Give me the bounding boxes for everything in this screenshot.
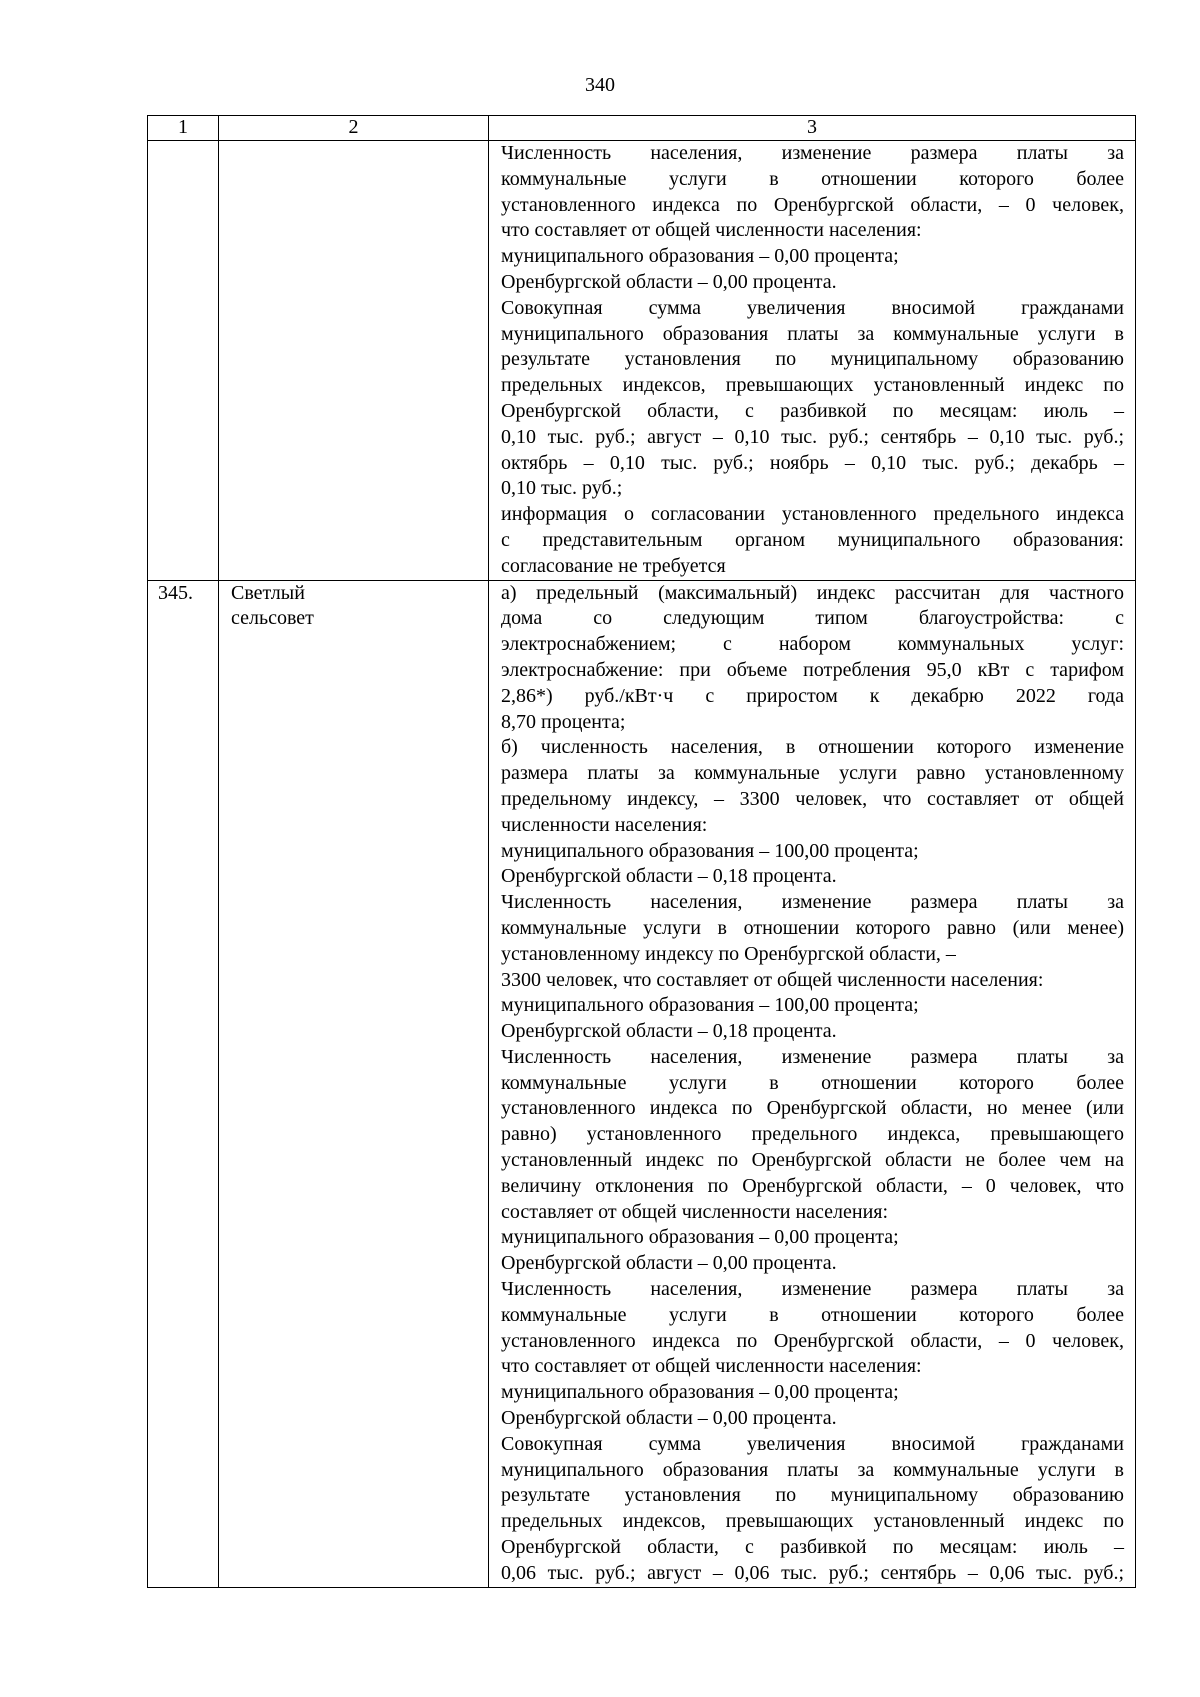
text-line: с представительным органом муниципального образования: (501, 528, 1124, 551)
municipality-name-line: Светлый (231, 581, 305, 604)
text-line: Численность населения, изменение размера платы за (501, 142, 1124, 164)
text-line: муниципального образования – 0,00 процента; (501, 1381, 899, 1404)
text-line: установленного индекса по Оренбургской области, – 0 человек, (501, 1329, 1124, 1352)
text-line: равно) установленного предельного индекса, превышающего (501, 1123, 1124, 1146)
text-line: Оренбургской области – 0,18 процента. (501, 865, 837, 888)
text-line: 0,10 тыс. руб.; (501, 477, 623, 500)
text-line: Оренбургской области, с разбивкой по месяцам: июль – (501, 399, 1124, 422)
text-line: предельных индексов, превышающих установленный индекс по (501, 1510, 1124, 1533)
text-line: результате установления по муниципальному образованию (501, 1484, 1124, 1507)
text-line: Численность населения, изменение размера платы за (501, 1045, 1124, 1068)
text-line: муниципального образования платы за коммунальные услуги в (501, 1458, 1124, 1481)
text-line: информация о согласовании установленного предельного индекса (501, 503, 1124, 526)
text-line: установленного индекса по Оренбургской области, – 0 человек, (501, 193, 1124, 216)
text-line: размера платы за коммунальные услуги равно установленному (501, 762, 1124, 785)
text-line: коммунальные услуги в отношении которого более (501, 167, 1124, 190)
text-line: муниципального образования – 0,00 процента; (501, 1226, 899, 1249)
text-line: Оренбургской области, с разбивкой по месяцам: июль – (501, 1536, 1124, 1559)
text-line: что составляет от общей численности населения: (501, 1355, 922, 1378)
text-line: Оренбургской области – 0,00 процента. (501, 1252, 837, 1275)
text-line: коммунальные услуги в отношении которого более (501, 1303, 1124, 1326)
text-line: коммунальные услуги в отношении которого более (501, 1071, 1124, 1094)
text-line: коммунальные услуги в отношении которого равно (или менее) (501, 916, 1124, 939)
table-row (148, 141, 1136, 581)
text-line: 2,86*) руб./кВт·ч с приростом к декабрю 2022 года (501, 684, 1124, 707)
text-line: 0,06 тыс. руб.; август – 0,06 тыс. руб.; сентябрь – 0,06 тыс. руб.; (501, 1561, 1124, 1584)
text-line: численности населения: (501, 813, 708, 836)
municipality-name-cell (219, 141, 489, 581)
page-number: 340 (585, 74, 615, 96)
text-line: согласование не требуется (501, 554, 726, 577)
text-line: составляет от общей численности населения: (501, 1200, 889, 1223)
text-line: установленному индексу по Оренбургской области, – (501, 942, 956, 965)
text-line: 0,10 тыс. руб.; август – 0,10 тыс. руб.; сентябрь – 0,10 тыс. руб.; (501, 425, 1124, 448)
text-line: Оренбургской области – 0,18 процента. (501, 1020, 837, 1043)
row-number-cell (148, 141, 219, 581)
column-header-1: 1 (148, 116, 219, 141)
index-table (147, 115, 1136, 1588)
text-line: Оренбургской области – 0,00 процента. (501, 270, 837, 293)
text-line: муниципального образования платы за коммунальные услуги в (501, 322, 1124, 345)
column-header-3: 3 (489, 116, 1136, 141)
text-line: что составляет от общей численности населения: (501, 219, 922, 242)
municipality-name-cell (219, 580, 489, 1587)
table-header-row (148, 116, 1136, 141)
text-line: результате установления по муниципальному образованию (501, 348, 1124, 371)
description-cell (489, 580, 1136, 1587)
text-line: предельному индексу, – 3300 человек, что составляет от общей (501, 787, 1124, 810)
text-line: Совокупная сумма увеличения вносимой гражданами (501, 296, 1124, 319)
text-line: а) предельный (максимальный) индекс рассчитан для частного (501, 581, 1124, 604)
text-line: Численность населения, изменение размера платы за (501, 891, 1124, 914)
text-line: б) численность населения, в отношении которого изменение (501, 736, 1124, 759)
text-line: Оренбургской области – 0,00 процента. (501, 1407, 837, 1430)
text-line: муниципального образования – 100,00 процента; (501, 994, 919, 1017)
text-line: дома со следующим типом благоустройства: с (501, 607, 1124, 630)
municipality-name-line: сельсовет (231, 607, 314, 630)
text-line: 3300 человек, что составляет от общей численности населения: (501, 968, 1044, 991)
text-line: 8,70 процента; (501, 710, 626, 733)
table-row (148, 580, 1136, 1587)
description-cell (489, 141, 1136, 581)
text-line: величину отклонения по Оренбургской области, – 0 человек, что (501, 1174, 1124, 1197)
text-line: предельных индексов, превышающих установленный индекс по (501, 374, 1124, 397)
text-line: Численность населения, изменение размера платы за (501, 1278, 1124, 1301)
text-line: электроснабжением; с набором коммунальных услуг: (501, 633, 1124, 656)
text-line: установленного индекса по Оренбургской области, но менее (или (501, 1097, 1124, 1120)
text-line: установленный индекс по Оренбургской области не более чем на (501, 1149, 1124, 1172)
text-line: муниципального образования – 100,00 процента; (501, 839, 919, 862)
column-header-2: 2 (219, 116, 489, 141)
row-number-cell: 345. (148, 580, 219, 1587)
text-line: электроснабжение: при объеме потребления 95,0 кВт с тарифом (501, 658, 1124, 681)
text-line: муниципального образования – 0,00 процента; (501, 245, 899, 268)
text-line: октябрь – 0,10 тыс. руб.; ноябрь – 0,10 тыс. руб.; декабрь – (501, 451, 1124, 474)
text-line: Совокупная сумма увеличения вносимой гражданами (501, 1432, 1124, 1455)
